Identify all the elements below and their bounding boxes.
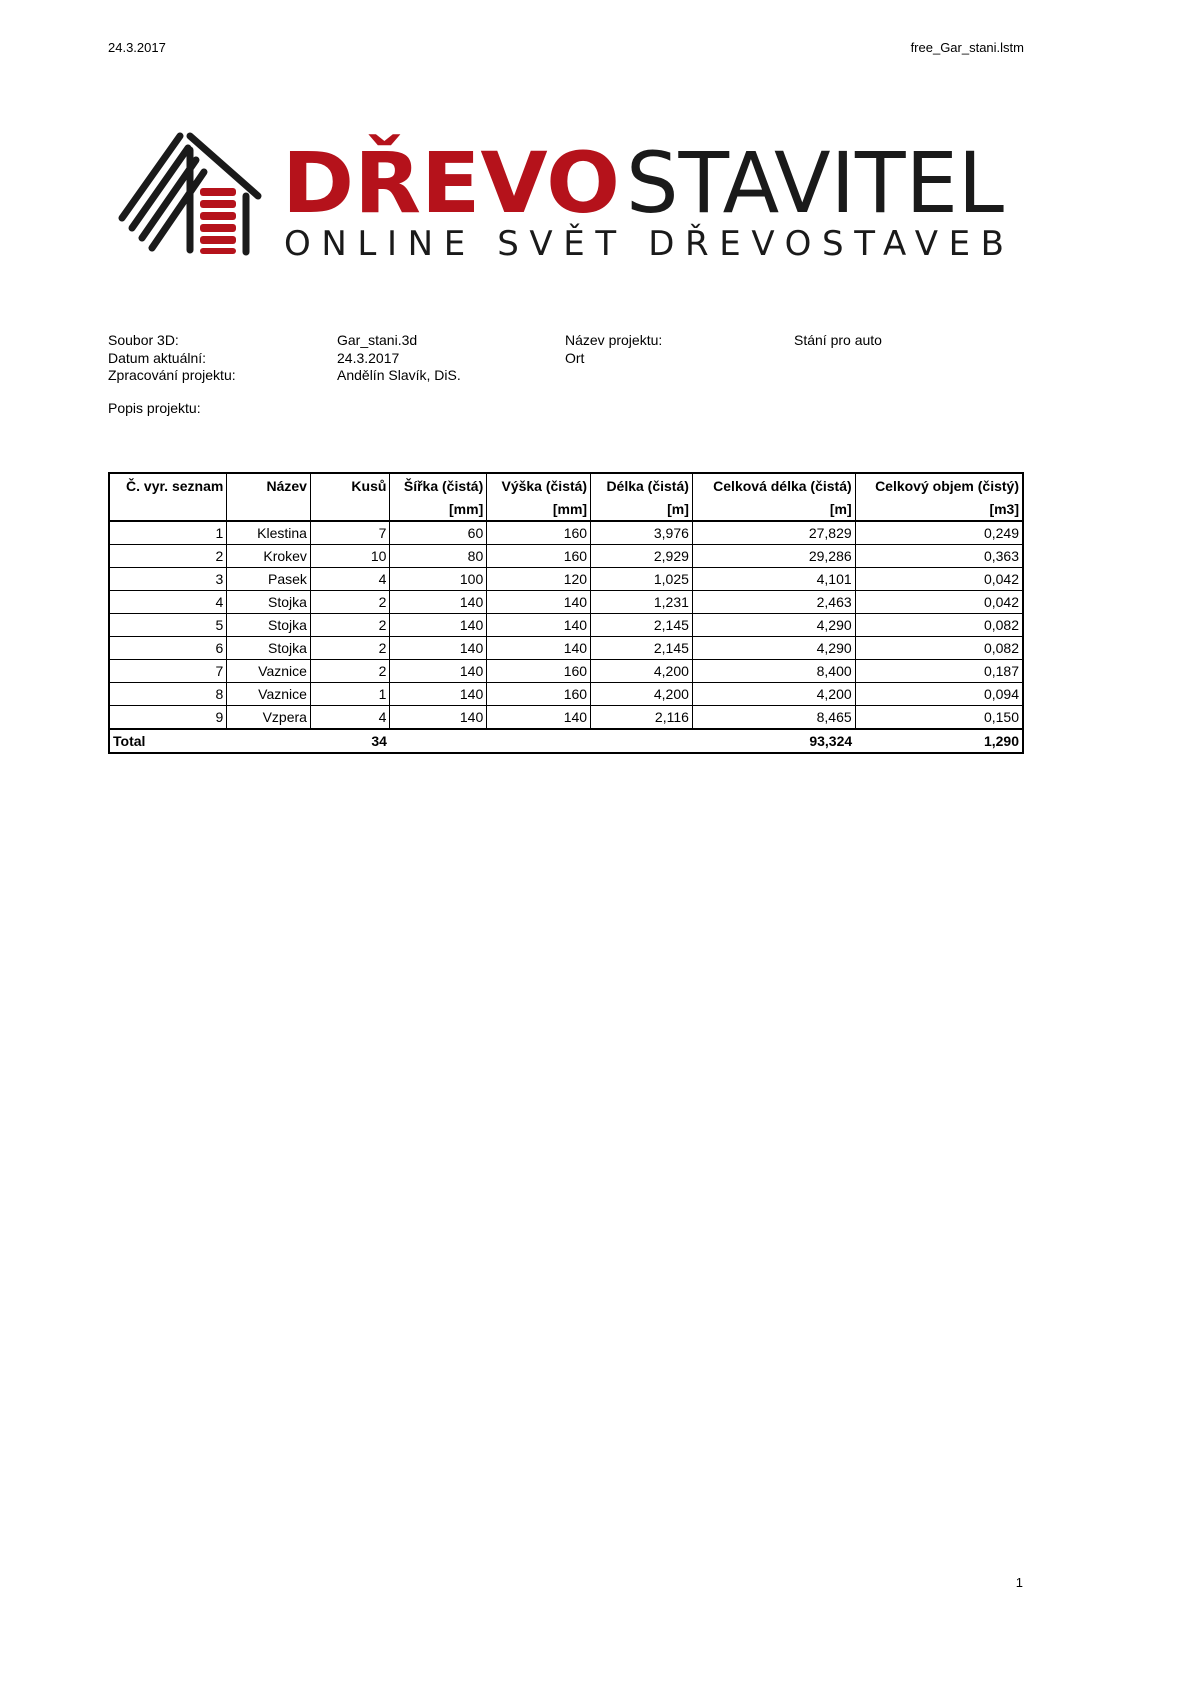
cell-total-length: 4,200: [692, 683, 855, 706]
cell-name: Klestina: [227, 521, 311, 545]
cell-pieces: 2: [310, 591, 389, 614]
col-header-height: Výška (čistá): [487, 473, 591, 498]
cell-name: Pasek: [227, 568, 311, 591]
cell-name: Stojka: [227, 637, 311, 660]
meta-label-date: Datum aktuální:: [108, 349, 207, 366]
table-row: [109, 706, 1023, 730]
table-row: [109, 637, 1023, 660]
cell-length: 3,976: [591, 521, 693, 545]
meta-value-processed-by: Andělín Slavík, DiS.: [337, 367, 461, 383]
cell-width: 140: [390, 683, 487, 706]
cell-total-length: 27,829: [692, 521, 855, 545]
cell-height: 140: [487, 614, 591, 637]
cell-length: 2,145: [591, 614, 693, 637]
cell-height: 140: [487, 637, 591, 660]
cell-name: Stojka: [227, 614, 311, 637]
cell-item-no: 5: [215, 617, 224, 633]
table-row: [109, 568, 1023, 591]
cell-length: 1,231: [591, 591, 693, 614]
cell-pieces: 10: [310, 545, 389, 568]
cell-name: Vaznice: [227, 683, 311, 706]
cell-pieces: 4: [310, 568, 389, 591]
cell-width: 140: [390, 706, 487, 730]
cell-length: 2,116: [591, 706, 693, 730]
cell-total-volume: 0,082: [855, 614, 1023, 637]
meta-value-ort: Ort: [565, 349, 585, 366]
cell-item-no: 9: [215, 709, 224, 725]
unit-total-length: [m]: [692, 498, 855, 521]
cell-height: 160: [487, 521, 591, 545]
header-filename: free_Gar_stani.lstm: [910, 40, 1024, 55]
cell-total-length: 2,463: [692, 591, 855, 614]
col-header-total-length: Celková délka (čistá): [692, 473, 855, 498]
cell-total-volume: 0,249: [855, 521, 1023, 545]
total-label: Total: [109, 729, 227, 753]
col-header-width: Šířka (čistá): [390, 473, 487, 498]
cell-length: 2,929: [591, 545, 693, 568]
cell-pieces: 2: [310, 660, 389, 683]
cell-total-volume: 0,042: [855, 568, 1023, 591]
cell-item-no: 3: [215, 571, 224, 587]
house-logo-icon: [122, 136, 258, 254]
cell-item-no: 7: [215, 663, 224, 679]
cell-width: 140: [390, 614, 487, 637]
cell-total-length: 8,465: [692, 706, 855, 730]
meta-label-processed-by: Zpracování projektu:: [108, 367, 236, 383]
bill-of-materials-table: [108, 472, 1024, 754]
cell-width: 140: [390, 637, 487, 660]
table-row: [109, 521, 1023, 545]
cell-width: 100: [390, 568, 487, 591]
meta-label-project-name: Název projektu:: [565, 332, 663, 348]
cell-total-length: 4,290: [692, 614, 855, 637]
total-length: 93,324: [692, 729, 855, 753]
meta-value-project-name: Stání pro auto: [794, 332, 882, 348]
col-header-total-volume: Celkový objem (čistý): [855, 473, 1023, 498]
table-row: [109, 591, 1023, 614]
cell-total-volume: 0,363: [855, 545, 1023, 568]
table-row: [109, 683, 1023, 706]
logo-tagline: ONLINE SVĚT DŘEVOSTAVEB: [284, 224, 1004, 264]
logo-word-black: STAVITEL: [626, 134, 1005, 232]
cell-height: 120: [487, 568, 591, 591]
cell-item-no: 2: [215, 548, 224, 564]
cell-height: 140: [487, 591, 591, 614]
table-total-row: [109, 729, 1023, 753]
cell-length: 4,200: [591, 660, 693, 683]
cell-height: 160: [487, 683, 591, 706]
meta-value-date: 24.3.2017: [337, 349, 400, 366]
cell-pieces: 2: [310, 637, 389, 660]
cell-total-length: 29,286: [692, 545, 855, 568]
cell-total-volume: 0,042: [855, 591, 1023, 614]
header-date: 24.3.2017: [108, 40, 166, 55]
cell-name: Vaznice: [227, 660, 311, 683]
unit-item-no: [109, 498, 227, 521]
cell-total-volume: 0,094: [855, 683, 1023, 706]
cell-length: 1,025: [591, 568, 693, 591]
cell-width: 140: [390, 591, 487, 614]
table-row: [109, 660, 1023, 683]
cell-pieces: 1: [310, 683, 389, 706]
unit-name: [227, 498, 311, 521]
total-pieces: 34: [310, 729, 389, 753]
cell-item-no: 8: [215, 686, 224, 702]
unit-height: [mm]: [487, 498, 591, 521]
cell-name: Stojka: [227, 591, 311, 614]
unit-pieces: [310, 498, 389, 521]
cell-height: 160: [487, 545, 591, 568]
cell-total-volume: 0,187: [855, 660, 1023, 683]
cell-item-no: 6: [215, 640, 224, 656]
cell-width: 140: [390, 660, 487, 683]
cell-total-volume: 0,150: [855, 706, 1023, 730]
col-header-name: Název: [227, 473, 311, 498]
drevostavitel-logo: [118, 100, 1008, 270]
col-header-pieces: Kusů: [310, 473, 389, 498]
project-description-label: Popis projektu:: [108, 400, 201, 416]
cell-total-length: 8,400: [692, 660, 855, 683]
cell-width: 60: [390, 521, 487, 545]
cell-pieces: 4: [310, 706, 389, 730]
logo-word-red: DŘEVO: [282, 134, 620, 232]
unit-length: [m]: [591, 498, 693, 521]
cell-length: 4,200: [591, 683, 693, 706]
cell-height: 140: [487, 706, 591, 730]
cell-height: 160: [487, 660, 591, 683]
col-header-length: Délka (čistá): [591, 473, 693, 498]
cell-item-no: 1: [215, 525, 224, 541]
cell-width: 80: [390, 545, 487, 568]
cell-name: Vzpera: [227, 706, 311, 730]
cell-pieces: 7: [310, 521, 389, 545]
total-volume: 1,290: [855, 729, 1023, 753]
page-number: 1: [1015, 1575, 1023, 1590]
cell-total-length: 4,290: [692, 637, 855, 660]
cell-item-no: 4: [215, 594, 224, 610]
table-row: [109, 614, 1023, 637]
meta-label-file: Soubor 3D:: [108, 332, 179, 348]
cell-name: Krokev: [227, 545, 311, 568]
col-header-item-no: Č. vyr. seznam: [126, 478, 224, 494]
cell-length: 2,145: [591, 637, 693, 660]
unit-total-volume: [m3]: [855, 498, 1023, 521]
table-row: [109, 545, 1023, 568]
unit-width: [mm]: [390, 498, 487, 521]
cell-total-volume: 0,082: [855, 637, 1023, 660]
cell-pieces: 2: [310, 614, 389, 637]
cell-total-length: 4,101: [692, 568, 855, 591]
meta-value-file: Gar_stani.3d: [337, 332, 418, 348]
